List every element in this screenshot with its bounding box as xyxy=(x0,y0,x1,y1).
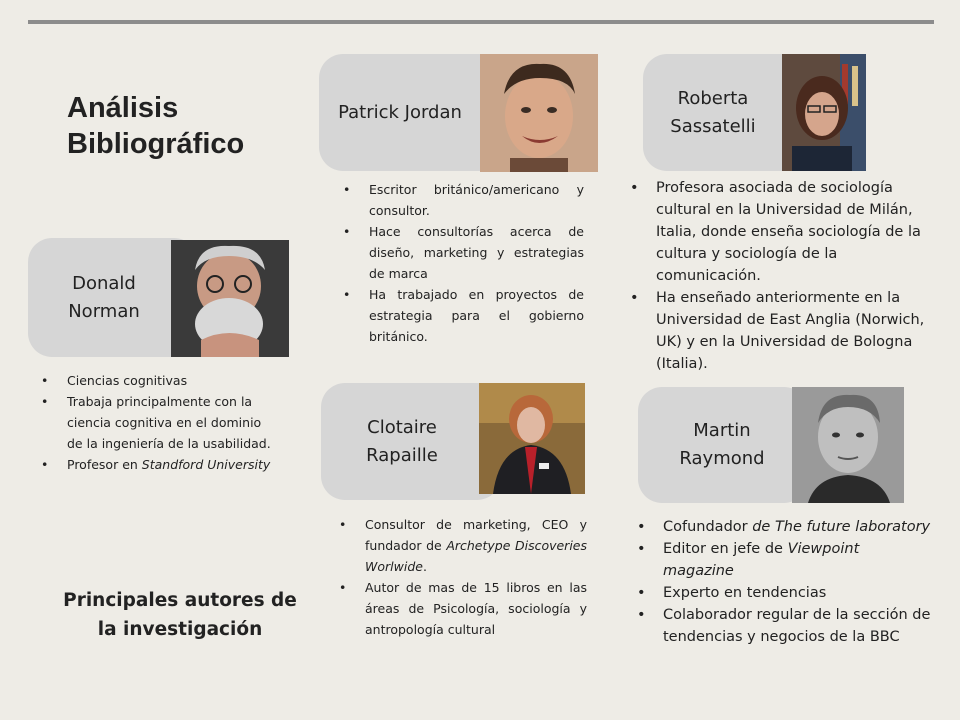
bullet-item: • Colaborador regular de la sección de tendencias y negocios de la BBC xyxy=(663,604,933,648)
bullet-item: • Escritor británico/americano y consultor. xyxy=(369,179,584,221)
bullet-item: • Ha enseñado anteriormente en la Universidad de East Anglia (Norwich, UK) y en la Universidad de Bologna (Italia). xyxy=(656,287,926,375)
author-photo-roberta-sassatelli xyxy=(782,54,866,171)
bullet-item: • Ciencias cognitivas xyxy=(67,370,279,391)
bullet-item: • Profesor en Standford University xyxy=(67,454,279,475)
author-photo-donald-norman xyxy=(171,240,289,357)
section-caption: Principales autores de la investigación xyxy=(63,590,297,640)
bullet-item: • Consultor de marketing, CEO y fundador de Archetype Discoveries Worlwide. xyxy=(365,514,587,577)
author-photo-martin-raymond xyxy=(792,387,904,503)
author-name-martin-raymond: Martin Raymond xyxy=(679,420,765,469)
author-bullets-martin-raymond xyxy=(663,516,933,648)
bullet-item: • Autor de mas de 15 libros en las áreas de Psicología, sociología y antropología cultural xyxy=(365,577,587,640)
bullet-item: • Profesora asociada de sociología cultural en la Universidad de Milán, Italia, donde enseña sociología de la cultura y sociología de la comunicación. xyxy=(656,177,926,287)
author-name-clotaire-rapaille: Clotaire Rapaille xyxy=(366,416,438,466)
author-bullets-clotaire-rapaille xyxy=(365,514,587,640)
author-bullets-donald-norman xyxy=(67,370,279,475)
bullet-item: • Ha trabajado en proyectos de estrategia para el gobierno británico. xyxy=(369,284,584,347)
author-photo-patrick-jordan xyxy=(480,54,598,172)
author-name-roberta-sassatelli: Roberta Sassatelli xyxy=(670,87,756,137)
top-rule xyxy=(28,20,934,24)
bullet-item: • Editor en jefe de Viewpoint magazine xyxy=(663,538,933,582)
bullet-item: • Experto en tendencias xyxy=(663,582,933,604)
bullet-item: • Hace consultorías acerca de diseño, marketing y estrategias de marca xyxy=(369,221,584,284)
page-title: Análisis Bibliográfico xyxy=(67,92,245,160)
author-name-donald-norman: Donald Norman xyxy=(68,272,140,322)
bullet-item: • Cofundador de The future laboratory xyxy=(663,516,933,538)
bullet-item: • Trabaja principalmente con la ciencia cognitiva en el dominio de la ingeniería de la usabilidad. xyxy=(67,391,279,454)
author-name-patrick-jordan: Patrick Jordan xyxy=(338,101,462,123)
author-photo-clotaire-rapaille xyxy=(479,383,585,494)
author-bullets-roberta-sassatelli xyxy=(656,177,926,375)
author-bullets-patrick-jordan xyxy=(369,179,584,347)
